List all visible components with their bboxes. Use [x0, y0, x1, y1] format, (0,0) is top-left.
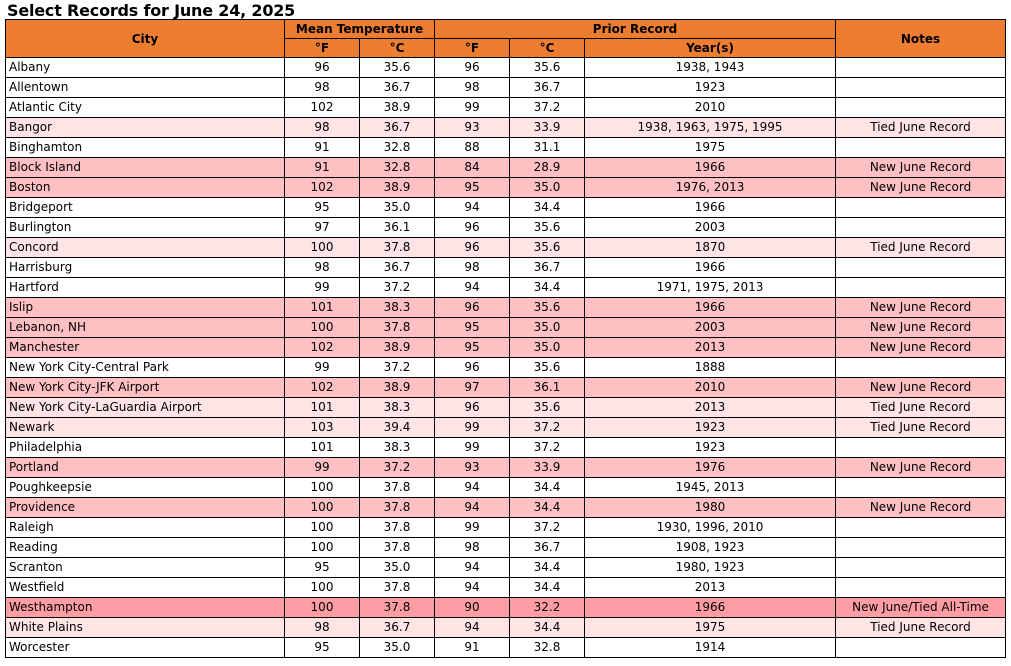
mean-f-cell: 95	[285, 558, 360, 578]
mean-c-cell: 39.4	[360, 418, 435, 438]
header-prior-c: °C	[510, 39, 585, 58]
city-cell: Atlantic City	[6, 98, 285, 118]
prior-c-cell: 36.7	[510, 258, 585, 278]
prior-f-cell: 95	[435, 318, 510, 338]
years-cell: 1976	[585, 458, 836, 478]
table-row	[6, 398, 1006, 418]
notes-cell	[836, 78, 1006, 98]
notes-cell	[836, 558, 1006, 578]
table-row	[6, 238, 1006, 258]
mean-c-cell: 37.8	[360, 538, 435, 558]
mean-c-cell: 36.1	[360, 218, 435, 238]
header-mean-temperature: Mean Temperature	[285, 20, 435, 39]
prior-f-cell: 94	[435, 558, 510, 578]
years-cell: 2003	[585, 218, 836, 238]
table-row	[6, 118, 1006, 138]
notes-cell: New June Record	[836, 318, 1006, 338]
notes-cell	[836, 578, 1006, 598]
years-cell: 1914	[585, 638, 836, 658]
mean-f-cell: 102	[285, 178, 360, 198]
city-cell: Albany	[6, 58, 285, 78]
mean-c-cell: 35.0	[360, 638, 435, 658]
years-cell: 2003	[585, 318, 836, 338]
notes-cell: Tied June Record	[836, 618, 1006, 638]
mean-c-cell: 35.6	[360, 58, 435, 78]
prior-f-cell: 98	[435, 258, 510, 278]
mean-c-cell: 38.9	[360, 378, 435, 398]
years-cell: 1976, 2013	[585, 178, 836, 198]
table-row	[6, 538, 1006, 558]
page-title: Select Records for June 24, 2025	[7, 1, 296, 20]
prior-c-cell: 35.0	[510, 338, 585, 358]
years-cell: 1966	[585, 198, 836, 218]
prior-f-cell: 96	[435, 58, 510, 78]
table-row	[6, 58, 1006, 78]
records-body	[6, 58, 1006, 658]
prior-c-cell: 37.2	[510, 98, 585, 118]
years-cell: 1971, 1975, 2013	[585, 278, 836, 298]
notes-cell: Tied June Record	[836, 238, 1006, 258]
mean-f-cell: 98	[285, 118, 360, 138]
prior-f-cell: 99	[435, 518, 510, 538]
city-cell: Portland	[6, 458, 285, 478]
prior-c-cell: 34.4	[510, 578, 585, 598]
years-cell: 1966	[585, 258, 836, 278]
years-cell: 1938, 1943	[585, 58, 836, 78]
table-row	[6, 438, 1006, 458]
years-cell: 1923	[585, 78, 836, 98]
header-row-top	[6, 20, 1006, 39]
header-city: City	[6, 20, 285, 58]
mean-f-cell: 100	[285, 238, 360, 258]
table-row	[6, 598, 1006, 618]
city-cell: Raleigh	[6, 518, 285, 538]
notes-cell	[836, 438, 1006, 458]
notes-cell	[836, 358, 1006, 378]
table-row	[6, 278, 1006, 298]
mean-f-cell: 99	[285, 458, 360, 478]
mean-f-cell: 100	[285, 318, 360, 338]
years-cell: 1966	[585, 158, 836, 178]
mean-c-cell: 37.8	[360, 498, 435, 518]
mean-c-cell: 35.0	[360, 558, 435, 578]
table-row	[6, 638, 1006, 658]
table-row	[6, 98, 1006, 118]
mean-f-cell: 102	[285, 338, 360, 358]
prior-f-cell: 99	[435, 418, 510, 438]
prior-c-cell: 33.9	[510, 118, 585, 138]
table-row	[6, 518, 1006, 538]
notes-cell	[836, 538, 1006, 558]
mean-c-cell: 38.3	[360, 438, 435, 458]
city-cell: Hartford	[6, 278, 285, 298]
notes-cell: New June Record	[836, 378, 1006, 398]
mean-f-cell: 100	[285, 498, 360, 518]
table-row	[6, 318, 1006, 338]
city-cell: Boston	[6, 178, 285, 198]
city-cell: Islip	[6, 298, 285, 318]
mean-c-cell: 37.2	[360, 458, 435, 478]
header-notes: Notes	[836, 20, 1006, 58]
city-cell: Bangor	[6, 118, 285, 138]
prior-f-cell: 91	[435, 638, 510, 658]
prior-c-cell: 36.7	[510, 538, 585, 558]
years-cell: 1980, 1923	[585, 558, 836, 578]
prior-f-cell: 94	[435, 198, 510, 218]
prior-f-cell: 94	[435, 578, 510, 598]
notes-cell: New June Record	[836, 298, 1006, 318]
prior-f-cell: 93	[435, 458, 510, 478]
prior-f-cell: 95	[435, 178, 510, 198]
years-cell: 1975	[585, 138, 836, 158]
city-cell: Scranton	[6, 558, 285, 578]
prior-c-cell: 35.6	[510, 238, 585, 258]
mean-c-cell: 36.7	[360, 618, 435, 638]
city-cell: Providence	[6, 498, 285, 518]
years-cell: 1870	[585, 238, 836, 258]
mean-c-cell: 36.7	[360, 258, 435, 278]
city-cell: Allentown	[6, 78, 285, 98]
table-row	[6, 418, 1006, 438]
city-cell: Philadelphia	[6, 438, 285, 458]
prior-f-cell: 90	[435, 598, 510, 618]
mean-c-cell: 37.2	[360, 278, 435, 298]
notes-cell: New June Record	[836, 458, 1006, 478]
prior-f-cell: 94	[435, 498, 510, 518]
years-cell: 1975	[585, 618, 836, 638]
notes-cell	[836, 638, 1006, 658]
years-cell: 1945, 2013	[585, 478, 836, 498]
prior-f-cell: 98	[435, 78, 510, 98]
mean-c-cell: 38.9	[360, 178, 435, 198]
prior-c-cell: 35.6	[510, 218, 585, 238]
city-cell: Binghamton	[6, 138, 285, 158]
mean-f-cell: 91	[285, 138, 360, 158]
mean-c-cell: 35.0	[360, 198, 435, 218]
mean-f-cell: 99	[285, 278, 360, 298]
city-cell: New York City-JFK Airport	[6, 378, 285, 398]
prior-c-cell: 37.2	[510, 438, 585, 458]
mean-c-cell: 37.8	[360, 478, 435, 498]
city-cell: Worcester	[6, 638, 285, 658]
city-cell: New York City-Central Park	[6, 358, 285, 378]
mean-c-cell: 38.3	[360, 398, 435, 418]
prior-f-cell: 99	[435, 438, 510, 458]
prior-f-cell: 96	[435, 298, 510, 318]
notes-cell: New June Record	[836, 178, 1006, 198]
mean-c-cell: 38.9	[360, 338, 435, 358]
table-row	[6, 458, 1006, 478]
mean-f-cell: 102	[285, 98, 360, 118]
mean-f-cell: 101	[285, 438, 360, 458]
notes-cell	[836, 198, 1006, 218]
mean-c-cell: 37.8	[360, 518, 435, 538]
prior-f-cell: 96	[435, 398, 510, 418]
mean-c-cell: 37.2	[360, 358, 435, 378]
table-row	[6, 618, 1006, 638]
table-row	[6, 298, 1006, 318]
mean-f-cell: 97	[285, 218, 360, 238]
notes-cell	[836, 218, 1006, 238]
notes-cell	[836, 278, 1006, 298]
prior-c-cell: 37.2	[510, 518, 585, 538]
city-cell: Concord	[6, 238, 285, 258]
years-cell: 1938, 1963, 1975, 1995	[585, 118, 836, 138]
mean-c-cell: 37.8	[360, 598, 435, 618]
mean-f-cell: 99	[285, 358, 360, 378]
prior-c-cell: 35.6	[510, 398, 585, 418]
prior-c-cell: 34.4	[510, 498, 585, 518]
city-cell: White Plains	[6, 618, 285, 638]
years-cell: 1966	[585, 298, 836, 318]
notes-cell	[836, 478, 1006, 498]
prior-c-cell: 34.4	[510, 198, 585, 218]
prior-c-cell: 35.6	[510, 58, 585, 78]
notes-cell	[836, 138, 1006, 158]
notes-cell: New June Record	[836, 338, 1006, 358]
table-row	[6, 158, 1006, 178]
years-cell: 1980	[585, 498, 836, 518]
header-mean-c: °C	[360, 39, 435, 58]
notes-cell: Tied June Record	[836, 118, 1006, 138]
mean-f-cell: 98	[285, 78, 360, 98]
mean-f-cell: 91	[285, 158, 360, 178]
prior-f-cell: 94	[435, 278, 510, 298]
prior-c-cell: 35.0	[510, 318, 585, 338]
table-row	[6, 478, 1006, 498]
prior-c-cell: 32.8	[510, 638, 585, 658]
prior-c-cell: 37.2	[510, 418, 585, 438]
records-table	[5, 19, 1006, 658]
years-cell: 2013	[585, 578, 836, 598]
prior-c-cell: 35.6	[510, 298, 585, 318]
notes-cell	[836, 98, 1006, 118]
mean-f-cell: 98	[285, 618, 360, 638]
years-cell: 1930, 1996, 2010	[585, 518, 836, 538]
prior-c-cell: 35.6	[510, 358, 585, 378]
city-cell: Poughkeepsie	[6, 478, 285, 498]
mean-f-cell: 95	[285, 638, 360, 658]
prior-f-cell: 96	[435, 238, 510, 258]
notes-cell: New June/Tied All-Time	[836, 598, 1006, 618]
years-cell: 2010	[585, 378, 836, 398]
mean-f-cell: 96	[285, 58, 360, 78]
prior-c-cell: 34.4	[510, 278, 585, 298]
city-cell: Newark	[6, 418, 285, 438]
mean-c-cell: 37.8	[360, 318, 435, 338]
prior-f-cell: 95	[435, 338, 510, 358]
mean-c-cell: 36.7	[360, 78, 435, 98]
table-row	[6, 378, 1006, 398]
prior-c-cell: 36.1	[510, 378, 585, 398]
table-row	[6, 218, 1006, 238]
prior-f-cell: 94	[435, 478, 510, 498]
header-years: Year(s)	[585, 39, 836, 58]
mean-c-cell: 38.9	[360, 98, 435, 118]
prior-f-cell: 98	[435, 538, 510, 558]
mean-f-cell: 101	[285, 398, 360, 418]
city-cell: Harrisburg	[6, 258, 285, 278]
notes-cell: Tied June Record	[836, 398, 1006, 418]
prior-f-cell: 97	[435, 378, 510, 398]
city-cell: New York City-LaGuardia Airport	[6, 398, 285, 418]
years-cell: 1888	[585, 358, 836, 378]
notes-cell: New June Record	[836, 158, 1006, 178]
mean-c-cell: 38.3	[360, 298, 435, 318]
prior-c-cell: 34.4	[510, 478, 585, 498]
header-mean-f: °F	[285, 39, 360, 58]
notes-cell	[836, 258, 1006, 278]
table-row	[6, 138, 1006, 158]
prior-f-cell: 96	[435, 218, 510, 238]
notes-cell	[836, 58, 1006, 78]
city-cell: Bridgeport	[6, 198, 285, 218]
prior-f-cell: 99	[435, 98, 510, 118]
prior-c-cell: 32.2	[510, 598, 585, 618]
prior-c-cell: 35.0	[510, 178, 585, 198]
years-cell: 2013	[585, 398, 836, 418]
notes-cell: Tied June Record	[836, 418, 1006, 438]
years-cell: 1908, 1923	[585, 538, 836, 558]
city-cell: Westfield	[6, 578, 285, 598]
years-cell: 2013	[585, 338, 836, 358]
city-cell: Manchester	[6, 338, 285, 358]
mean-f-cell: 100	[285, 478, 360, 498]
years-cell: 1923	[585, 438, 836, 458]
prior-f-cell: 84	[435, 158, 510, 178]
mean-c-cell: 32.8	[360, 158, 435, 178]
notes-cell: New June Record	[836, 498, 1006, 518]
prior-c-cell: 33.9	[510, 458, 585, 478]
years-cell: 1923	[585, 418, 836, 438]
table-row	[6, 338, 1006, 358]
city-cell: Block Island	[6, 158, 285, 178]
prior-f-cell: 94	[435, 618, 510, 638]
mean-f-cell: 98	[285, 258, 360, 278]
table-row	[6, 578, 1006, 598]
notes-cell	[836, 518, 1006, 538]
prior-c-cell: 36.7	[510, 78, 585, 98]
table-row	[6, 258, 1006, 278]
table-row	[6, 78, 1006, 98]
mean-c-cell: 36.7	[360, 118, 435, 138]
prior-f-cell: 96	[435, 358, 510, 378]
mean-f-cell: 101	[285, 298, 360, 318]
mean-c-cell: 37.8	[360, 578, 435, 598]
mean-f-cell: 100	[285, 518, 360, 538]
header-prior-record: Prior Record	[435, 20, 836, 39]
prior-f-cell: 93	[435, 118, 510, 138]
table-row	[6, 358, 1006, 378]
mean-f-cell: 100	[285, 598, 360, 618]
mean-f-cell: 95	[285, 198, 360, 218]
city-cell: Burlington	[6, 218, 285, 238]
mean-f-cell: 103	[285, 418, 360, 438]
mean-f-cell: 100	[285, 578, 360, 598]
prior-c-cell: 34.4	[510, 618, 585, 638]
city-cell: Westhampton	[6, 598, 285, 618]
table-row	[6, 198, 1006, 218]
table-row	[6, 558, 1006, 578]
header-prior-f: °F	[435, 39, 510, 58]
prior-c-cell: 28.9	[510, 158, 585, 178]
mean-c-cell: 37.8	[360, 238, 435, 258]
mean-f-cell: 102	[285, 378, 360, 398]
mean-c-cell: 32.8	[360, 138, 435, 158]
city-cell: Reading	[6, 538, 285, 558]
years-cell: 1966	[585, 598, 836, 618]
table-row	[6, 498, 1006, 518]
mean-f-cell: 100	[285, 538, 360, 558]
table-row	[6, 178, 1006, 198]
prior-c-cell: 31.1	[510, 138, 585, 158]
city-cell: Lebanon, NH	[6, 318, 285, 338]
years-cell: 2010	[585, 98, 836, 118]
prior-c-cell: 34.4	[510, 558, 585, 578]
prior-f-cell: 88	[435, 138, 510, 158]
